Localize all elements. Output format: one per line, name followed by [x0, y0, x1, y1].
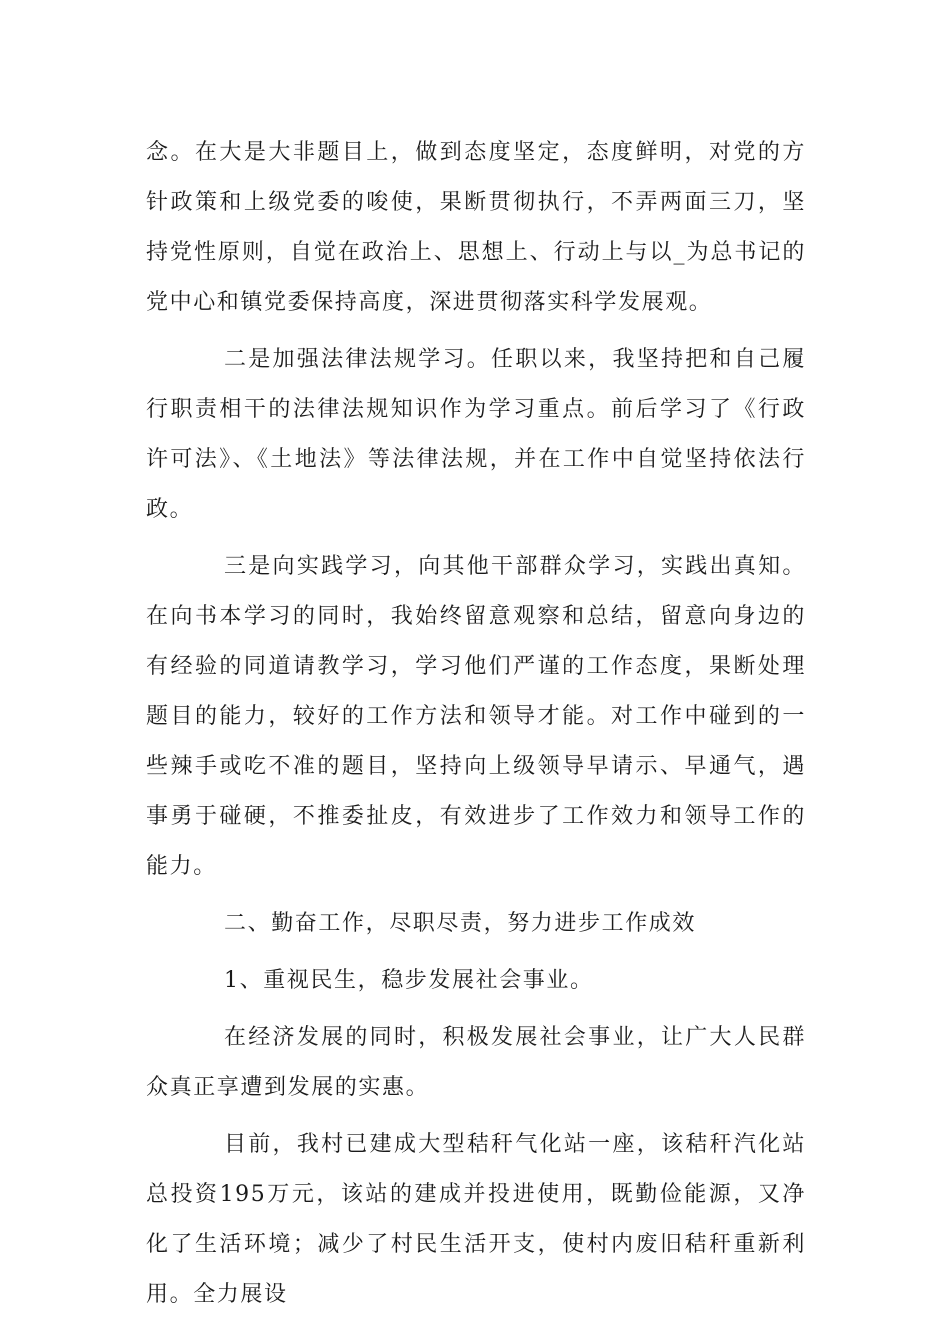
document-body — [146, 128, 806, 1320]
paragraph-continuation: 念。在大是大非题目上，做到态度坚定，态度鲜明，对党的方针政策和上级党委的唆使，果断贯彻执行，不弄两面三刀，坚持党性原则，自觉在政治上、思想上、行动上与以_为总书记的党中心和镇党委保持高度，深进贯彻落实科学发展观。 — [146, 140, 806, 315]
paragraph-gasification-station: 目前，我村已建成大型秸秆气化站一座，该秸秆汽化站总投资195万元，该站的建成并投进使用，既勤俭能源，又净化了生活环境；减少了村民生活开支，使村内废旧秸秆重新利用。全力展设 — [146, 1132, 806, 1307]
subheading-livelihood: 1、重视民生，稳步发展社会事业。 — [224, 968, 594, 993]
paragraph-law-study: 二是加强法律法规学习。任职以来，我坚持把和自己履行职责相干的法律法规知识作为学习重点。前后学习了《行政许可法》、《土地法》等法律法规，并在工作中自觉坚持依法行政。 — [146, 347, 806, 522]
paragraph-social-development: 在经济发展的同时，积极发展社会事业，让广大人民群众真正享遭到发展的实惠。 — [146, 1025, 806, 1100]
paragraph-practice-study: 三是向实践学习，向其他干部群众学习，实践出真知。在向书本学习的同时，我始终留意观察和总结，留意向身边的有经验的同道请教学习，学习他们严谨的工作态度，果断处理题目的能力，较好的工作方法和领导才能。对工作中碰到的一些辣手或吃不准的题目，坚持向上级领导早请示、早通气，遇事勇于碰硬，不推委扯皮，有效进步了工作效力和领导工作的能力。 — [146, 554, 806, 879]
section-heading-work: 二、勤奋工作，尽职尽责，努力进步工作成效 — [224, 911, 697, 936]
